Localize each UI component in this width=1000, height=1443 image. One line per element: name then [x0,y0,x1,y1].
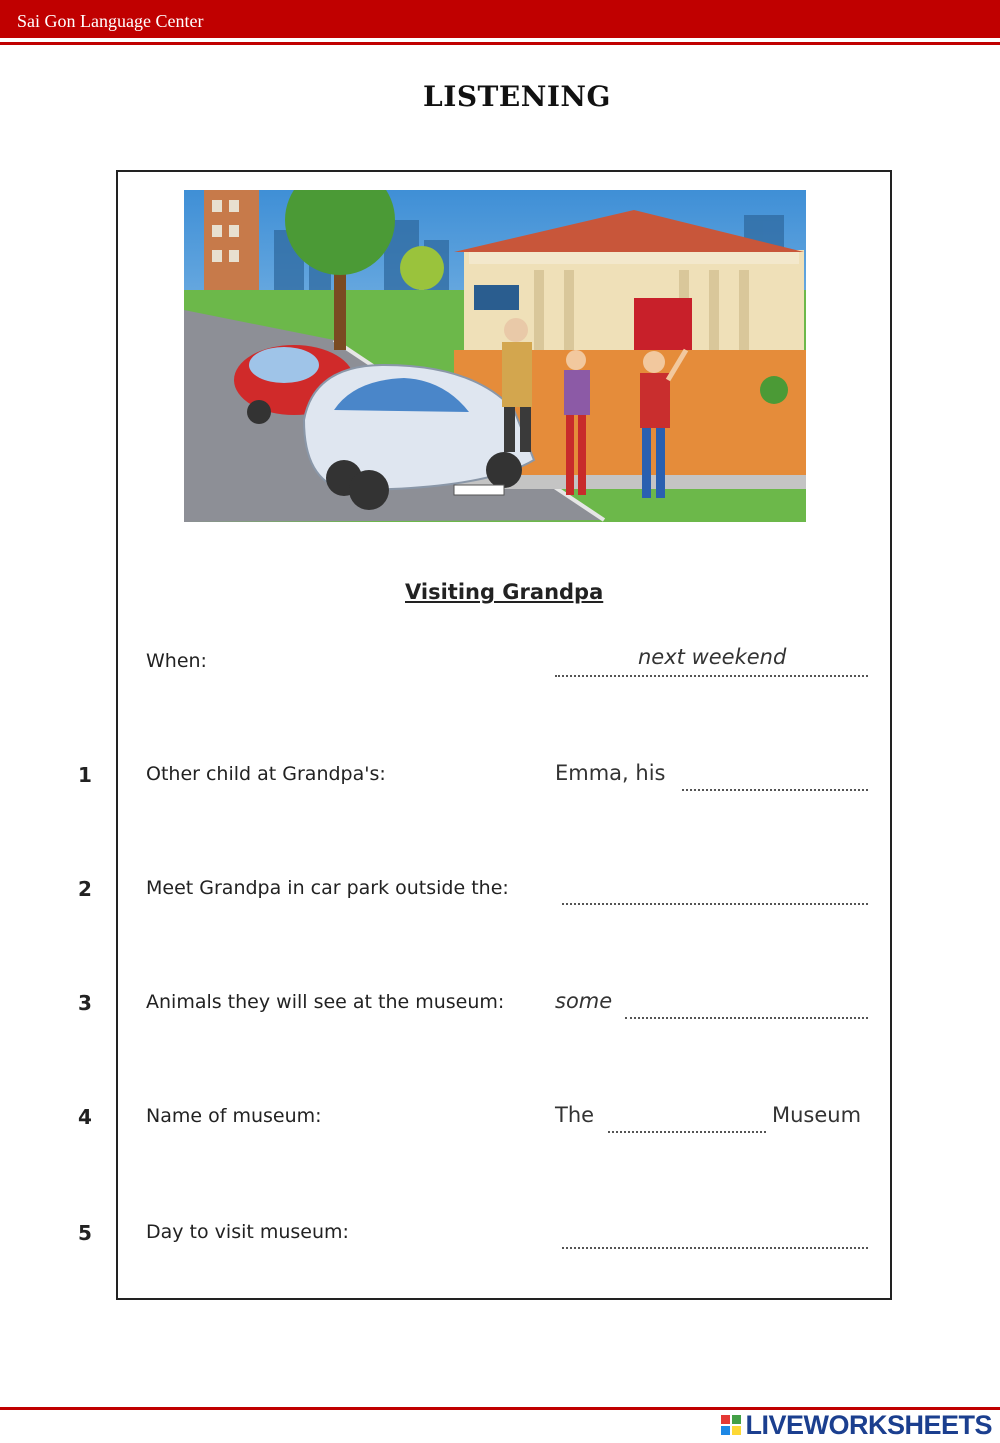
page-title: LISTENING [423,80,611,113]
question-number: 2 [78,877,92,901]
question-prefix: some [555,989,613,1013]
example-answer-line [555,675,868,677]
question-label: Animals they will see at the museum: [146,991,505,1013]
question-number: 4 [78,1105,92,1129]
question-label: Meet Grandpa in car park outside the: [146,877,509,899]
header-bar [0,0,1000,38]
example-label: When: [146,650,207,672]
org-name: Sai Gon Language Center [17,11,204,31]
question-prefix: Emma, his [555,761,666,785]
question-number: 1 [78,763,92,787]
example-answer: next weekend [638,645,787,669]
header-divider [0,42,1000,45]
answer-blank-3[interactable] [625,1017,868,1019]
question-suffix: Museum [772,1103,862,1127]
question-number: 5 [78,1221,92,1245]
worksheet-subtitle: Visiting Grandpa [405,580,604,604]
answer-blank-2[interactable] [562,903,868,905]
answer-blank-1[interactable] [682,789,868,791]
question-prefix: The [555,1103,595,1127]
question-label: Name of museum: [146,1105,322,1127]
brand-logo[interactable] [721,1410,992,1440]
brand-name: LIVEWORKSHEETS [745,1409,992,1440]
illustration [184,190,806,522]
question-label: Other child at Grandpa's: [146,763,386,785]
question-number: 3 [78,991,92,1015]
question-label: Day to visit museum: [146,1221,349,1243]
answer-blank-5[interactable] [562,1247,868,1249]
answer-blank-4[interactable] [608,1131,766,1133]
brand-blocks-icon [721,1415,741,1435]
